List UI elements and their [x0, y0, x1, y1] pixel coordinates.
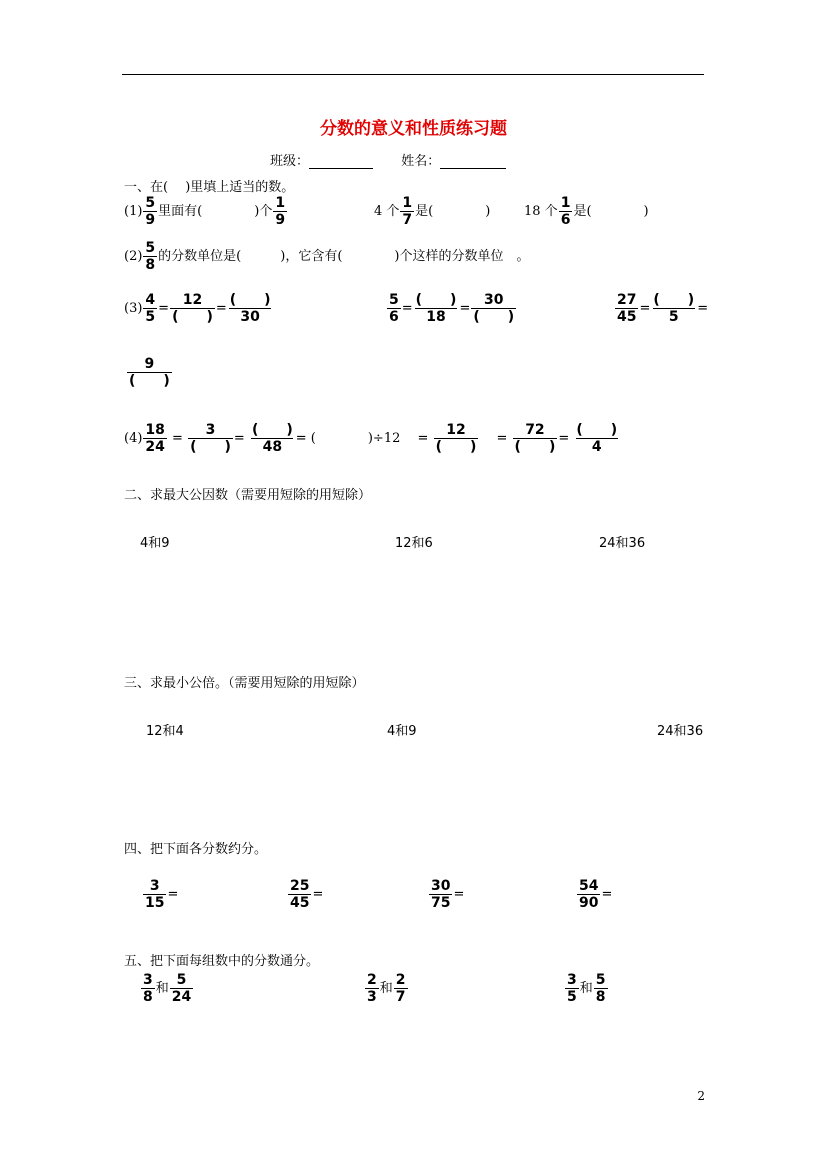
question-1-3d — [126, 356, 173, 389]
numerator: 2 — [367, 972, 377, 988]
fraction — [559, 195, 573, 228]
question-1-1b — [374, 195, 490, 228]
question-1-2 — [124, 240, 529, 273]
name-label: 姓名： — [401, 154, 441, 169]
text-segment: (2) — [124, 249, 143, 264]
gcd-item-2: 12和6 — [395, 536, 433, 551]
numerator: 1 — [275, 195, 286, 211]
text-segment: = — [401, 301, 413, 316]
text-segment: = — [459, 301, 471, 316]
text-segment: 18 个 — [524, 204, 558, 219]
numerator: ( ) — [653, 292, 695, 308]
numerator: ( ) — [251, 422, 293, 438]
fraction — [651, 292, 696, 325]
text-segment: = — [417, 431, 429, 446]
fraction — [387, 292, 401, 325]
denominator: 45 — [290, 895, 310, 911]
question-1-3c — [614, 292, 708, 325]
header-rule — [122, 74, 704, 75]
text-segment: (4) — [124, 431, 143, 446]
fraction — [143, 292, 157, 325]
lcm-item-3: 24和36 — [657, 724, 704, 739]
numerator: 18 — [145, 422, 165, 438]
fraction — [188, 422, 233, 455]
numerator: 30 — [431, 878, 451, 894]
denominator: 5 — [145, 309, 156, 325]
fraction — [471, 292, 516, 325]
numerator: ( ) — [415, 292, 457, 308]
denominator: 5 — [567, 989, 577, 1005]
denominator: 8 — [145, 257, 156, 273]
numerator: 2 — [395, 972, 406, 988]
section-3-heading: 三、求最小公倍。（需要用短除的用短除） — [124, 676, 365, 691]
denominator: 8 — [143, 989, 153, 1005]
text-segment: 和 — [379, 981, 393, 996]
reduce-item-2 — [287, 878, 323, 911]
text-segment: (1) — [124, 204, 143, 219]
numerator: 12 — [446, 422, 466, 438]
fraction — [394, 972, 408, 1005]
denominator: 30 — [229, 308, 271, 325]
denominator: ( ) — [190, 439, 231, 455]
lcm-item-2: 4和9 — [387, 724, 417, 739]
numerator: 5 — [145, 240, 156, 256]
numerator: 3 — [149, 878, 160, 894]
numerator: 72 — [525, 422, 545, 438]
denominator: ( ) — [172, 309, 213, 325]
denominator: ( ) — [473, 309, 515, 325]
numerator: 3 — [567, 972, 577, 988]
text-segment: = — [233, 431, 245, 446]
student-info — [270, 150, 506, 169]
numerator: 9 — [144, 356, 155, 372]
numerator: 1 — [402, 195, 413, 211]
denominator: 9 — [275, 212, 286, 228]
fraction — [143, 195, 157, 228]
common-denominator-item-3 — [564, 972, 609, 1005]
fraction — [127, 356, 172, 389]
class-label: 班级： — [270, 154, 310, 169]
question-1-1c — [524, 195, 649, 228]
numerator: 5 — [595, 972, 606, 988]
fraction — [577, 878, 600, 911]
fraction — [143, 240, 157, 273]
fraction — [143, 878, 166, 911]
question-1-4 — [124, 422, 620, 455]
denominator: 15 — [145, 895, 165, 911]
text-segment: 里面有( )个 — [158, 204, 273, 219]
section-5-heading: 五、把下面每组数中的分数通分。 — [124, 954, 320, 969]
reduce-item-3 — [428, 878, 464, 911]
text-segment: = — [295, 431, 307, 446]
question-1-1 — [124, 195, 288, 228]
common-denominator-item-2 — [364, 972, 409, 1005]
denominator: 24 — [171, 989, 192, 1005]
numerator: 27 — [617, 292, 637, 308]
text-segment: = — [312, 887, 324, 902]
fraction — [400, 195, 414, 228]
fraction — [615, 292, 638, 325]
gcd-item-1: 4和9 — [140, 536, 170, 551]
fraction — [565, 972, 579, 1005]
fraction — [574, 422, 619, 455]
page-number: 2 — [697, 1089, 705, 1103]
text-segment: (3) — [124, 301, 143, 316]
text-segment: = — [172, 431, 183, 446]
text-segment: 是( ) — [415, 204, 491, 219]
numerator: 1 — [560, 195, 571, 211]
numerator: ( ) — [229, 292, 271, 308]
numerator: 3 — [143, 972, 153, 988]
denominator: 7 — [395, 989, 406, 1005]
denominator: ( ) — [435, 439, 477, 455]
text-segment: = — [697, 301, 709, 316]
text-segment: 4 个 — [374, 204, 400, 219]
denominator: 7 — [402, 212, 413, 228]
denominator: 9 — [145, 212, 156, 228]
text-segment: = — [496, 431, 508, 446]
fraction — [143, 422, 166, 455]
fraction — [228, 292, 273, 325]
denominator: 18 — [415, 308, 457, 325]
numerator: 54 — [579, 878, 599, 894]
fraction — [365, 972, 379, 1005]
text-segment: = — [167, 887, 179, 902]
text-segment: ( )÷12 — [310, 431, 401, 446]
question-1-3b — [386, 292, 517, 325]
numerator: 4 — [145, 292, 156, 308]
fraction — [141, 972, 155, 1005]
class-blank[interactable] — [309, 154, 373, 169]
numerator: 25 — [290, 878, 310, 894]
name-blank[interactable] — [440, 154, 506, 169]
numerator: 5 — [145, 195, 156, 211]
lcm-item-1: 12和4 — [146, 724, 184, 739]
numerator: 5 — [389, 292, 399, 308]
fraction — [434, 422, 479, 455]
reduce-item-1 — [142, 878, 178, 911]
denominator: 75 — [431, 895, 451, 911]
denominator: 5 — [653, 308, 695, 325]
fraction — [429, 878, 452, 911]
reduce-item-4 — [576, 878, 612, 911]
numerator: 30 — [484, 292, 504, 308]
fraction — [513, 422, 558, 455]
numerator: 12 — [182, 292, 203, 308]
section-4-heading: 四、把下面各分数约分。 — [124, 842, 268, 857]
fraction — [414, 292, 459, 325]
text-segment: = — [558, 431, 570, 446]
text-segment: = — [601, 887, 613, 902]
text-segment: 和 — [155, 981, 169, 996]
fraction — [170, 292, 215, 325]
denominator: 24 — [145, 439, 165, 455]
denominator: 6 — [560, 212, 571, 228]
denominator: ( ) — [129, 373, 170, 389]
fraction — [170, 972, 193, 1005]
denominator: 4 — [576, 438, 618, 455]
common-denominator-item-1 — [140, 972, 194, 1005]
denominator: 6 — [389, 309, 399, 325]
numerator: 3 — [205, 422, 216, 438]
denominator: 90 — [579, 895, 599, 911]
denominator: 3 — [367, 989, 377, 1005]
question-1-3a — [124, 292, 274, 325]
text-segment: = — [639, 301, 651, 316]
section-2-heading: 二、求最大公因数（需要用短除的用短除） — [124, 488, 372, 503]
fraction — [594, 972, 608, 1005]
denominator: 8 — [595, 989, 606, 1005]
page-title: 分数的意义和性质练习题 — [320, 119, 507, 139]
text-segment: 和 — [579, 981, 593, 996]
fraction — [250, 422, 295, 455]
denominator: 48 — [251, 438, 293, 455]
text-segment: = — [158, 301, 170, 316]
text-segment: = — [215, 301, 227, 316]
text-segment: 是( ) — [573, 204, 649, 219]
text-segment: 的分数单位是( )，它含有( )个这样的分数单位 。 — [158, 249, 530, 264]
text-segment: = — [453, 887, 465, 902]
numerator: ( ) — [576, 422, 618, 438]
fraction — [273, 195, 287, 228]
section-1-heading: 一、在( )里填上适当的数。 — [124, 180, 295, 195]
denominator: 45 — [617, 309, 637, 325]
numerator: 5 — [176, 972, 187, 988]
denominator: ( ) — [514, 439, 556, 455]
gcd-item-3: 24和36 — [599, 536, 646, 551]
fraction — [288, 878, 311, 911]
